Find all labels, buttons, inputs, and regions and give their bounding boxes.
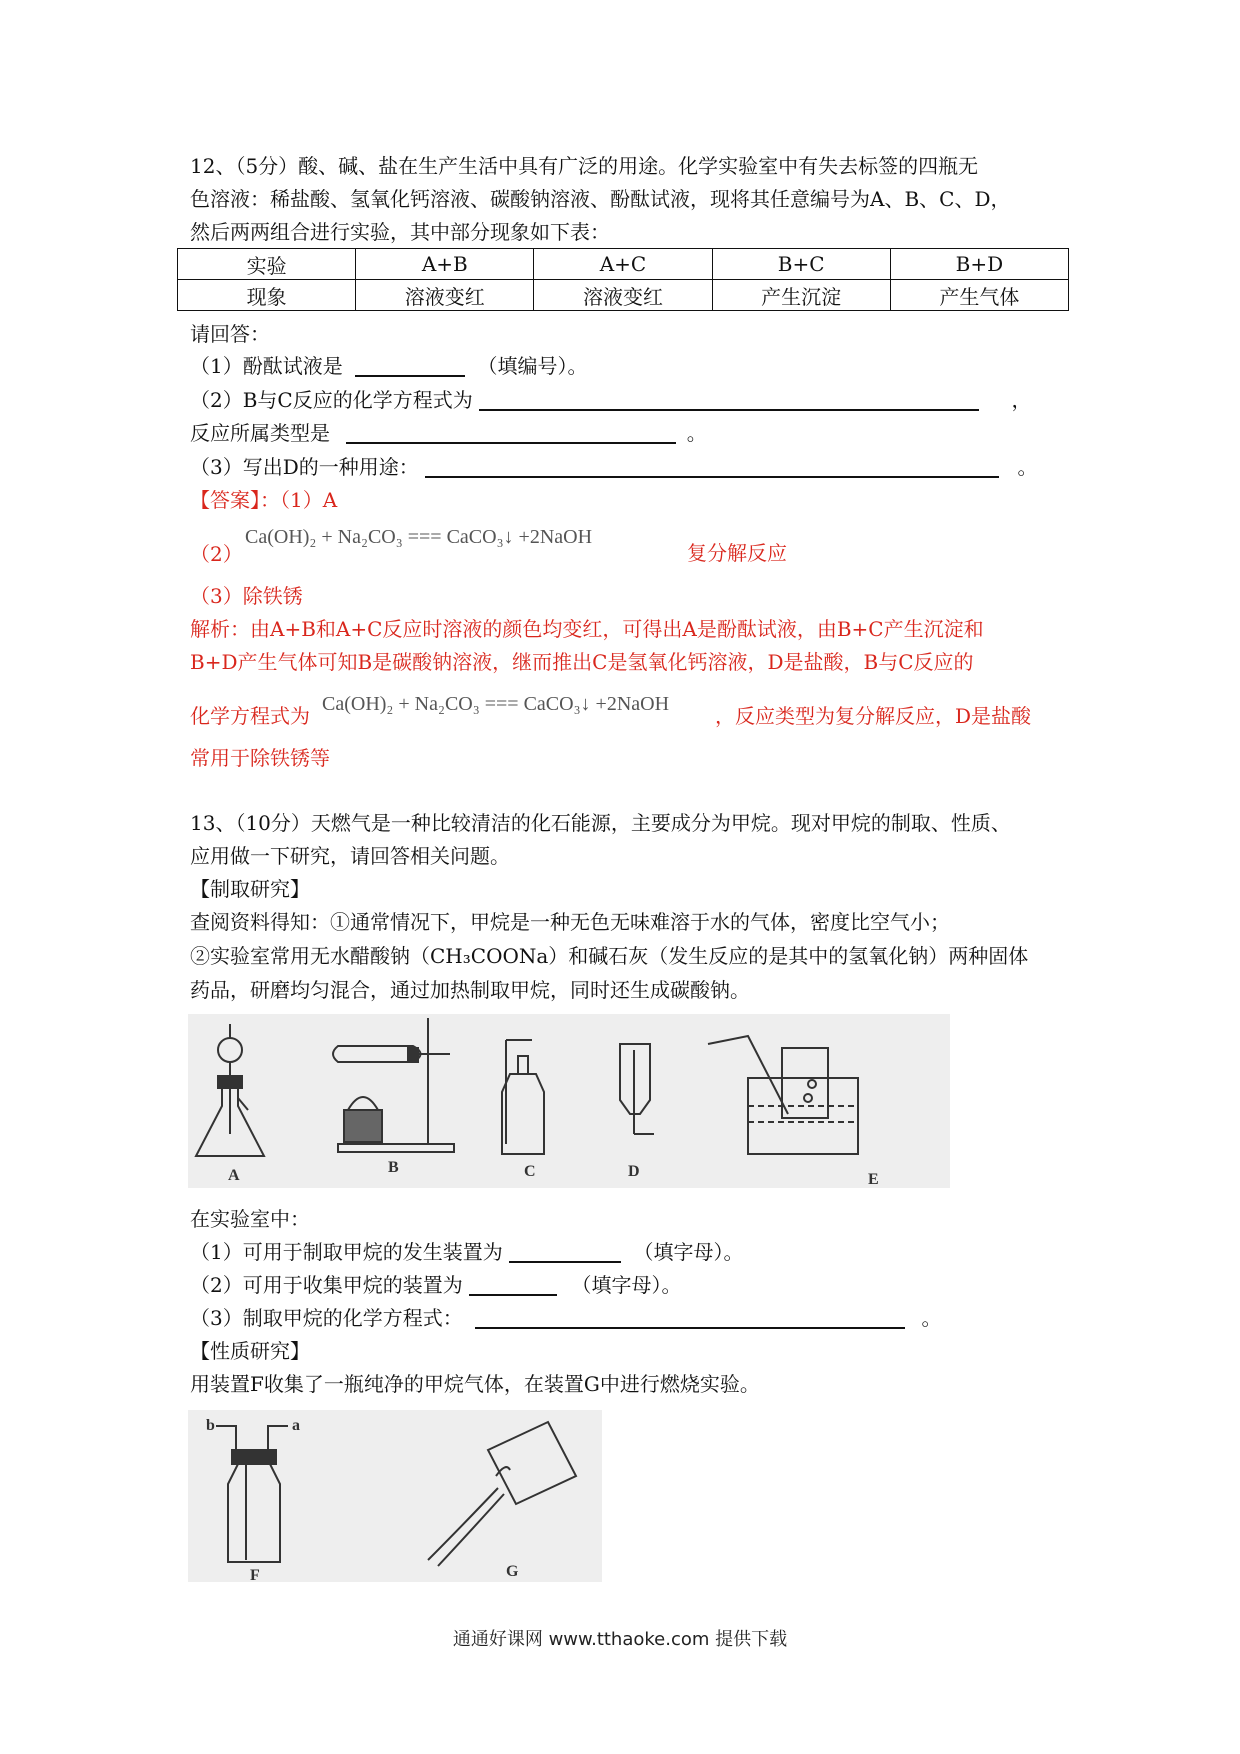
- q13-info-line1: 查阅资料得知：①通常情况下，甲烷是一种无色无味难溶于水的气体，密度比空气小；: [190, 910, 950, 934]
- answer-blank[interactable]: [425, 454, 999, 478]
- q13-section1: 【制取研究】: [190, 877, 310, 901]
- combustion-figure: [188, 1410, 602, 1582]
- q12-sub3-suffix: 。: [1017, 455, 1038, 479]
- apparatus-e-drawing: [708, 1036, 858, 1154]
- q13-sub2: [190, 1269, 681, 1301]
- q12-sub2b-suffix: 。: [686, 421, 707, 445]
- figure-label: F: [250, 1567, 260, 1582]
- q12-sub2: [190, 384, 1031, 416]
- table-cell: B+C: [712, 249, 890, 280]
- apparatus-label: C: [524, 1163, 536, 1180]
- q12-sub1: [190, 350, 587, 382]
- q13-info-line2: ②实验室常用无水醋酸钠（CH₃COONa）和碱石灰（发生反应的是其中的氢氧化钠）两种固体: [190, 944, 1029, 968]
- answer-blank[interactable]: [475, 1305, 905, 1329]
- q12-answer2-equation: Ca(OH)₂ + Na₂CO₃ === CaCO₃↓ +2NaOH: [245, 526, 593, 548]
- apparatus-label: A: [228, 1167, 240, 1184]
- q12-answer3: （3）除铁锈: [190, 584, 303, 608]
- q12-sub1-prefix: （1）酚酞试液是: [190, 354, 343, 378]
- q12-sub2b-prefix: 反应所属类型是: [190, 421, 330, 445]
- experiment-table: [177, 248, 1069, 311]
- q12-answer-line1: 【答案】：（1）A: [190, 488, 338, 512]
- q12-analysis-line3-suffix: ，反应类型为复分解反应，D是盐酸: [715, 704, 1032, 728]
- answer-blank[interactable]: [509, 1239, 621, 1263]
- apparatus-g-drawing: [428, 1422, 576, 1566]
- q12-sub3-prefix: （3）写出D的一种用途：: [190, 455, 419, 479]
- apparatus-a-drawing: [196, 1024, 264, 1156]
- q13-sub3-suffix: 。: [921, 1306, 942, 1330]
- q13-sub3-prefix: （3）制取甲烷的化学方程式：: [190, 1306, 463, 1330]
- q12-analysis-line2: B+D产生气体可知B是碳酸钠溶液，继而推出C是氢氧化钙溶液，D是盐酸，B与C反应的: [190, 650, 974, 674]
- apparatus-d-drawing: [620, 1044, 654, 1134]
- q13-sub1: [190, 1236, 743, 1268]
- table-cell: 溶液变红: [356, 280, 534, 311]
- q12-stem-line3: 然后两两组合进行实验，其中部分现象如下表：: [190, 220, 610, 244]
- table-cell: A+C: [534, 249, 712, 280]
- figure-label: G: [506, 1563, 519, 1580]
- answer-blank[interactable]: [346, 420, 676, 444]
- table-cell: 溶液变红: [534, 280, 712, 311]
- q13-sub3: [190, 1302, 941, 1334]
- figure-label: a: [292, 1417, 300, 1434]
- apparatus-label: D: [628, 1163, 640, 1180]
- apparatus-c-drawing: [502, 1040, 544, 1154]
- q12-prompt: 请回答：: [190, 322, 270, 346]
- answer-blank[interactable]: [355, 353, 465, 377]
- table-cell: 现象: [178, 280, 356, 311]
- q12-answer2-type: 复分解反应: [687, 541, 787, 565]
- q13-info-line3: 药品，研磨均匀混合，通过加热制取甲烷，同时还生成碳酸钠。: [190, 978, 750, 1002]
- q12-answer2-label: （2）: [190, 542, 243, 566]
- q12-stem-line2: 色溶液：稀盐酸、氢氧化钙溶液、碳酸钠溶液、酚酞试液，现将其任意编号为A、B、C、D，: [190, 187, 1011, 211]
- table-row: [178, 249, 1069, 280]
- q12-analysis-line1: 解析：由A+B和A+C反应时溶液的颜色均变红，可得出A是酚酞试液，由B+C产生沉淀和: [190, 617, 984, 641]
- q13-sub1-suffix: （填字母）。: [633, 1240, 744, 1264]
- q12-sub2b: [190, 417, 707, 449]
- apparatus-b-drawing: [333, 1018, 454, 1152]
- q13-sub2-prefix: （2）可用于收集甲烷的装置为: [190, 1273, 463, 1297]
- figure-label: b: [206, 1417, 215, 1434]
- q13-sub2-suffix: （填字母）。: [571, 1273, 682, 1297]
- q13-stem-line2: 应用做一下研究，请回答相关问题。: [190, 844, 510, 868]
- table-cell: B+D: [890, 249, 1068, 280]
- apparatus-f-drawing: [216, 1426, 288, 1562]
- q13-lab-intro: 在实验室中：: [190, 1207, 310, 1231]
- q13-property-line: 用装置F收集了一瓶纯净的甲烷气体，在装置G中进行燃烧实验。: [190, 1372, 760, 1396]
- answer-blank[interactable]: [469, 1272, 557, 1296]
- table-row: [178, 280, 1069, 311]
- apparatus-label: E: [868, 1171, 879, 1188]
- q12-analysis-line3-prefix: 化学方程式为: [190, 704, 310, 728]
- q12-sub2-comma: ，: [1011, 388, 1032, 412]
- q12-analysis-equation: Ca(OH)₂ + Na₂CO₃ === CaCO₃↓ +2NaOH: [322, 693, 670, 715]
- q12-stem-line1: 12、（5分）酸、碱、盐在生产生活中具有广泛的用途。化学实验室中有失去标签的四瓶无: [190, 154, 979, 178]
- table-cell: A+B: [356, 249, 534, 280]
- q13-section2: 【性质研究】: [190, 1339, 310, 1363]
- table-cell: 实验: [178, 249, 356, 280]
- q12-sub2-prefix: （2）B与C反应的化学方程式为: [190, 388, 473, 412]
- q12-sub1-suffix: （填编号）。: [477, 354, 588, 378]
- table-cell: 产生气体: [890, 280, 1068, 311]
- apparatus-label: B: [388, 1159, 399, 1176]
- q13-sub1-prefix: （1）可用于制取甲烷的发生装置为: [190, 1240, 503, 1264]
- apparatus-figure: [188, 1014, 950, 1188]
- page-footer: 通通好课网 www.tthaoke.com 提供下载: [452, 1629, 788, 1650]
- answer-blank[interactable]: [479, 387, 979, 411]
- q12-sub3: [190, 451, 1037, 483]
- q12-analysis-line4: 常用于除铁锈等: [190, 746, 330, 770]
- q13-stem-line1: 13、（10分）天燃气是一种比较清洁的化石能源，主要成分为甲烷。现对甲烷的制取、性质、: [190, 811, 1011, 835]
- table-cell: 产生沉淀: [712, 280, 890, 311]
